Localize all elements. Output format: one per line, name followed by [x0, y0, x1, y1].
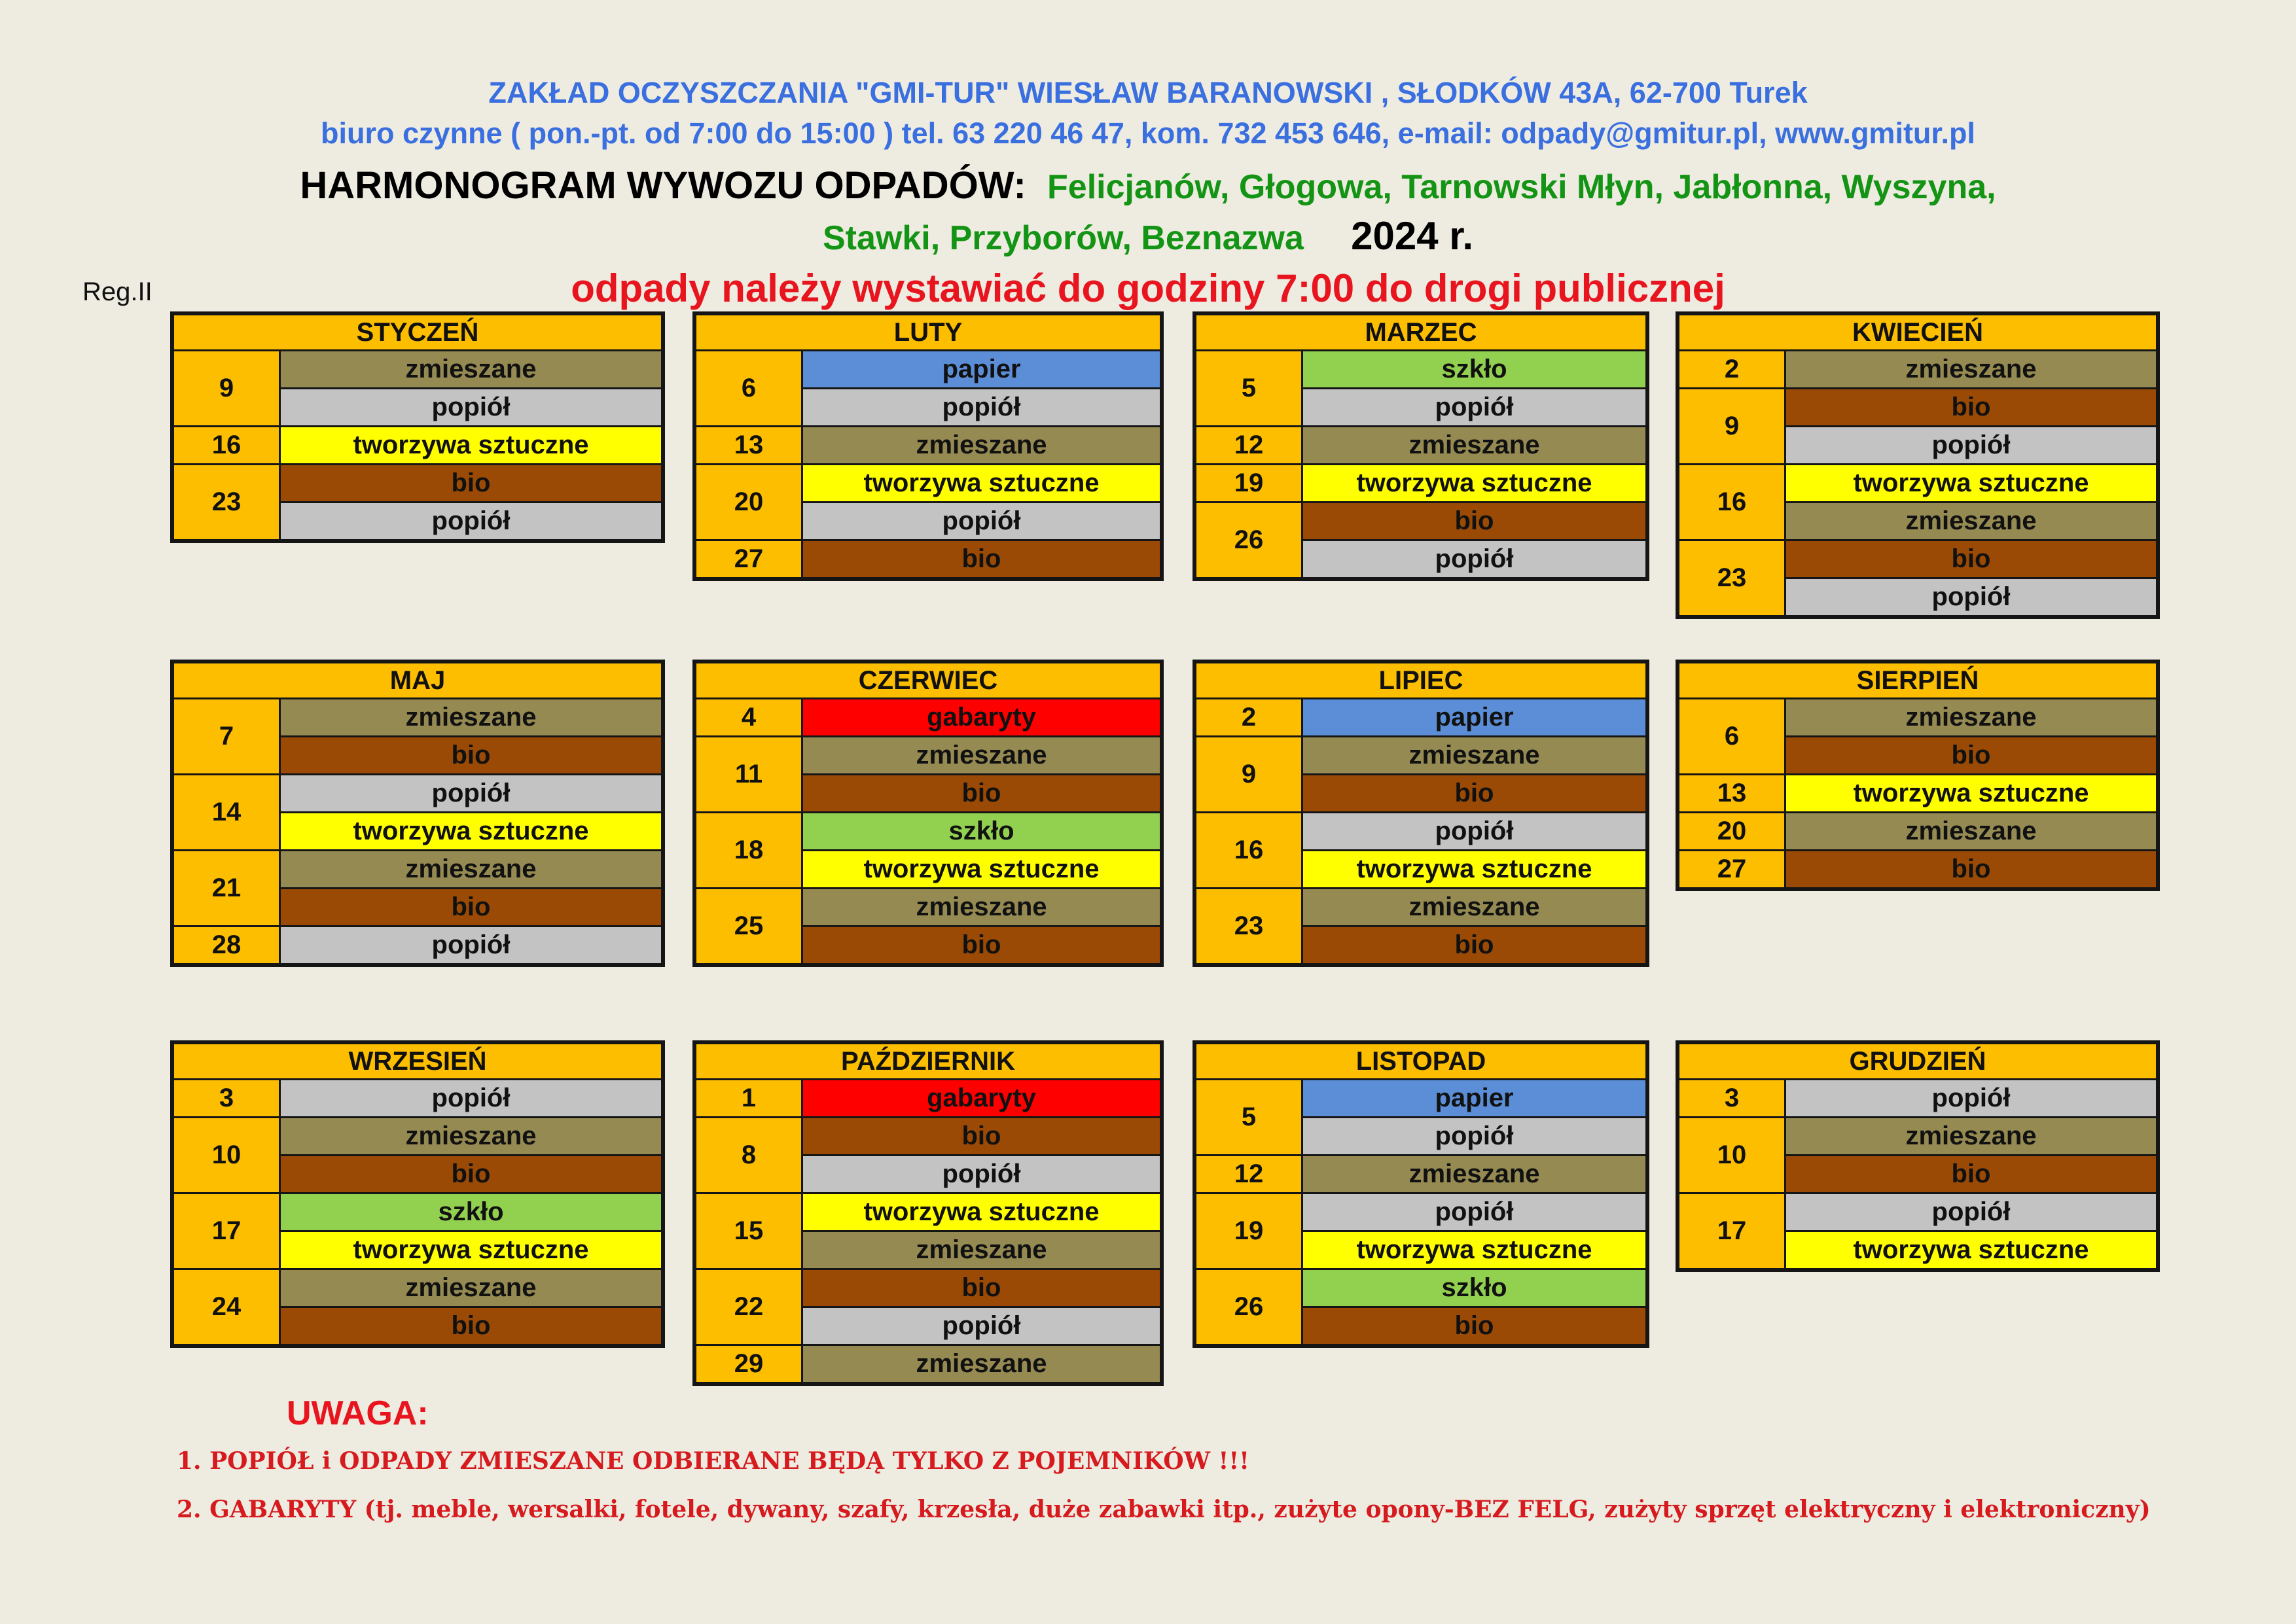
waste-type: popiół [1303, 389, 1645, 425]
waste-type: popiół [281, 927, 661, 963]
day-number: 5 [1196, 351, 1301, 425]
waste-type: zmieszane [281, 699, 661, 735]
day-number: 21 [174, 851, 279, 925]
waste-type: zmieszane [803, 1346, 1160, 1382]
collection-day [1196, 427, 1645, 463]
waste-type: szkło [1303, 351, 1645, 387]
contact-line: biuro czynne ( pon.-pt. od 7:00 do 15:00 ) tel. 63 220 46 47, kom. 732 453 646, e-mail: odpady@gmitur.pl, www.gmitur.pl [321, 116, 1975, 150]
month-name: LISTOPAD [1196, 1044, 1645, 1078]
day-number: 1 [696, 1080, 801, 1116]
month-table [1676, 311, 2160, 619]
day-number: 13 [696, 427, 801, 463]
collection-day [1196, 465, 1645, 501]
waste-type: bio [803, 541, 1160, 577]
month-table [1676, 1040, 2160, 1272]
waste-type: zmieszane [1303, 737, 1645, 773]
day-number: 2 [1679, 351, 1784, 387]
collection-day [1196, 1156, 1645, 1192]
waste-type: zmieszane [281, 1118, 661, 1154]
day-number: 23 [1196, 889, 1301, 963]
day-number: 16 [1196, 813, 1301, 887]
collection-day [1196, 1080, 1645, 1154]
day-number: 25 [696, 889, 801, 963]
collection-day [696, 699, 1160, 735]
day-number: 8 [696, 1118, 801, 1192]
month-name: CZERWIEC [696, 663, 1160, 697]
collection-day [174, 927, 661, 963]
waste-type: bio [1303, 775, 1645, 811]
waste-type: zmieszane [1303, 889, 1645, 925]
month-name: MAJ [174, 663, 661, 697]
day-number: 9 [1679, 389, 1784, 463]
collection-day [1196, 351, 1645, 425]
day-number: 3 [1679, 1080, 1784, 1116]
month-name: LIPIEC [1196, 663, 1645, 697]
month-name: GRUDZIEŃ [1679, 1044, 2156, 1078]
waste-type: bio [1786, 737, 2156, 773]
collection-day [696, 427, 1160, 463]
waste-type: zmieszane [1303, 1156, 1645, 1192]
waste-type: zmieszane [1303, 427, 1645, 463]
day-number: 24 [174, 1270, 279, 1344]
collection-day [696, 541, 1160, 577]
day-number: 12 [1196, 1156, 1301, 1192]
waste-type: bio [1786, 851, 2156, 887]
day-number: 3 [174, 1080, 279, 1116]
collection-day [174, 1270, 661, 1344]
waste-type: zmieszane [1786, 351, 2156, 387]
waste-type: zmieszane [803, 427, 1160, 463]
waste-type: zmieszane [1786, 813, 2156, 849]
note-2: 2. GABARYTY (tj. meble, wersalki, fotele, dywany, szafy, krzesła, duże zabawki itp., zużyte opony-BEZ FELG, zużyty sprzęt elektryczny i elektroniczny) [177, 1496, 2151, 1523]
waste-type: popiół [1786, 1194, 2156, 1230]
day-number: 19 [1196, 1194, 1301, 1268]
collection-day [174, 427, 661, 463]
day-number: 14 [174, 775, 279, 849]
waste-type: zmieszane [803, 1232, 1160, 1268]
day-number: 6 [1679, 699, 1784, 773]
collection-day [1679, 1194, 2156, 1268]
day-number: 2 [1196, 699, 1301, 735]
waste-type: tworzywa sztuczne [1303, 465, 1645, 501]
waste-type: bio [281, 737, 661, 773]
day-number: 16 [174, 427, 279, 463]
month-name: STYCZEŃ [174, 315, 661, 349]
waste-type: tworzywa sztuczne [1303, 851, 1645, 887]
waste-type: popiół [281, 389, 661, 425]
waste-type: tworzywa sztuczne [1786, 465, 2156, 501]
collection-day [1679, 775, 2156, 811]
waste-type: bio [803, 1270, 1160, 1306]
month-table [170, 1040, 665, 1348]
collection-day [1679, 541, 2156, 615]
collection-day [1679, 465, 2156, 539]
waste-type: papier [1303, 1080, 1645, 1116]
waste-type: gabaryty [803, 1080, 1160, 1116]
waste-type: tworzywa sztuczne [803, 1194, 1160, 1230]
waste-type: popiół [803, 1308, 1160, 1344]
collection-day [696, 889, 1160, 963]
collection-day [174, 351, 661, 425]
collection-day [174, 1194, 661, 1268]
waste-type: bio [803, 1118, 1160, 1154]
schedule-title: HARMONOGRAM WYWOZU ODPADÓW: [300, 164, 1026, 207]
waste-type: tworzywa sztuczne [1786, 1232, 2156, 1268]
month-name: PAŹDZIERNIK [696, 1044, 1160, 1078]
day-number: 20 [1679, 813, 1784, 849]
collection-day [696, 351, 1160, 425]
waste-type: szkło [281, 1194, 661, 1230]
waste-type: bio [281, 465, 661, 501]
collection-day [1679, 389, 2156, 463]
collection-day [1196, 699, 1645, 735]
collection-day [1679, 699, 2156, 773]
day-number: 17 [1679, 1194, 1784, 1268]
schedule-title-line [0, 164, 2296, 207]
waste-type: zmieszane [803, 737, 1160, 773]
day-number: 27 [696, 541, 801, 577]
collection-day [174, 699, 661, 773]
company-line: ZAKŁAD OCZYSZCZANIA "GMI-TUR" WIESŁAW BARANOWSKI , SŁODKÓW 43A, 62-700 Turek [488, 76, 1808, 109]
collection-day [1196, 503, 1645, 577]
localities-line1: Felicjanów, Głogowa, Tarnowski Młyn, Jabłonna, Wyszyna, [1047, 168, 1996, 206]
day-number: 19 [1196, 465, 1301, 501]
waste-type: popiół [803, 503, 1160, 539]
month-table [170, 660, 665, 967]
waste-type: tworzywa sztuczne [281, 813, 661, 849]
collection-day [1196, 1270, 1645, 1344]
collection-day [1196, 1194, 1645, 1268]
day-number: 13 [1679, 775, 1784, 811]
day-number: 29 [696, 1346, 801, 1382]
waste-type: popiół [281, 503, 661, 539]
collection-day [174, 465, 661, 539]
waste-type: bio [1303, 927, 1645, 963]
collection-day [174, 775, 661, 849]
collection-day [174, 1118, 661, 1192]
collection-day [1679, 851, 2156, 887]
day-number: 10 [174, 1118, 279, 1192]
day-number: 26 [1196, 503, 1301, 577]
waste-type: szkło [1303, 1270, 1645, 1306]
waste-type: tworzywa sztuczne [1786, 775, 2156, 811]
waste-type: popiół [1786, 427, 2156, 463]
waste-type: tworzywa sztuczne [1303, 1232, 1645, 1268]
waste-type: bio [1786, 541, 2156, 577]
waste-type: popiół [281, 1080, 661, 1116]
waste-type: papier [1303, 699, 1645, 735]
day-number: 6 [696, 351, 801, 425]
day-number: 10 [1679, 1118, 1784, 1192]
day-number: 16 [1679, 465, 1784, 539]
waste-type: gabaryty [803, 699, 1160, 735]
collection-day [1196, 813, 1645, 887]
month-table [1193, 1040, 1649, 1348]
waste-type: popiół [281, 775, 661, 811]
waste-type: bio [281, 1156, 661, 1192]
day-number: 23 [174, 465, 279, 539]
waste-type: zmieszane [1786, 503, 2156, 539]
month-name: MARZEC [1196, 315, 1645, 349]
collection-day [696, 1194, 1160, 1268]
waste-type: papier [803, 351, 1160, 387]
waste-type: zmieszane [281, 851, 661, 887]
waste-type: bio [1786, 389, 2156, 425]
localities-year-line [0, 213, 2296, 258]
day-number: 5 [1196, 1080, 1301, 1154]
notice: odpady należy wystawiać do godziny 7:00 do drogi publicznej [571, 266, 1725, 310]
month-table [1193, 660, 1649, 967]
waste-type: popiół [1303, 1118, 1645, 1154]
day-number: 28 [174, 927, 279, 963]
day-number: 26 [1196, 1270, 1301, 1344]
day-number: 9 [1196, 737, 1301, 811]
waste-type: popiół [1303, 1194, 1645, 1230]
waste-type: bio [803, 775, 1160, 811]
waste-type: tworzywa sztuczne [803, 851, 1160, 887]
note-1: 1. POPIÓŁ i ODPADY ZMIESZANE ODBIERANE BĘDĄ TYLKO Z POJEMNIKÓW !!! [177, 1447, 1249, 1475]
waste-type: popiół [803, 1156, 1160, 1192]
month-table [692, 1040, 1164, 1386]
waste-type: bio [1786, 1156, 2156, 1192]
month-name: KWIECIEŃ [1679, 315, 2156, 349]
day-number: 11 [696, 737, 801, 811]
collection-day [174, 1080, 661, 1116]
day-number: 4 [696, 699, 801, 735]
collection-day [696, 1118, 1160, 1192]
waste-type: popiół [1786, 1080, 2156, 1116]
region-label: Reg.II [82, 277, 152, 306]
day-number: 7 [174, 699, 279, 773]
collection-day [696, 1346, 1160, 1382]
waste-type: tworzywa sztuczne [281, 427, 661, 463]
collection-day [1196, 889, 1645, 963]
day-number: 18 [696, 813, 801, 887]
day-number: 20 [696, 465, 801, 539]
day-number: 12 [1196, 427, 1301, 463]
collection-day [1679, 813, 2156, 849]
waste-type: zmieszane [1786, 699, 2156, 735]
localities-line2: Stawki, Przyborów, Beznazwa [822, 219, 1304, 257]
waste-type: bio [1303, 503, 1645, 539]
waste-type: zmieszane [281, 1270, 661, 1306]
month-table [692, 660, 1164, 967]
notes-title: UWAGA: [287, 1394, 429, 1432]
month-name: LUTY [696, 315, 1160, 349]
waste-type: tworzywa sztuczne [281, 1232, 661, 1268]
year: 2024 r. [1351, 214, 1474, 258]
collection-day [696, 465, 1160, 539]
collection-day [1196, 737, 1645, 811]
waste-type: bio [281, 1308, 661, 1344]
day-number: 27 [1679, 851, 1784, 887]
month-name: WRZESIEŃ [174, 1044, 661, 1078]
collection-day [1679, 1118, 2156, 1192]
waste-type: zmieszane [803, 889, 1160, 925]
waste-type: popiół [1786, 579, 2156, 615]
waste-type: tworzywa sztuczne [803, 465, 1160, 501]
waste-type: bio [803, 927, 1160, 963]
collection-day [1679, 351, 2156, 387]
month-table [170, 311, 665, 543]
waste-type: popiół [1303, 541, 1645, 577]
day-number: 9 [174, 351, 279, 425]
collection-day [1679, 1080, 2156, 1116]
collection-day [696, 1080, 1160, 1116]
month-table [1676, 660, 2160, 891]
waste-type: bio [281, 889, 661, 925]
waste-type: popiół [803, 389, 1160, 425]
day-number: 17 [174, 1194, 279, 1268]
day-number: 23 [1679, 541, 1784, 615]
month-table [692, 311, 1164, 581]
month-table [1193, 311, 1649, 581]
collection-day [696, 1270, 1160, 1344]
waste-type: szkło [803, 813, 1160, 849]
waste-type: zmieszane [1786, 1118, 2156, 1154]
day-number: 22 [696, 1270, 801, 1344]
collection-day [174, 851, 661, 925]
waste-type: bio [1303, 1308, 1645, 1344]
day-number: 15 [696, 1194, 801, 1268]
collection-day [696, 737, 1160, 811]
month-name: SIERPIEŃ [1679, 663, 2156, 697]
waste-type: zmieszane [281, 351, 661, 387]
collection-day [696, 813, 1160, 887]
waste-type: popiół [1303, 813, 1645, 849]
